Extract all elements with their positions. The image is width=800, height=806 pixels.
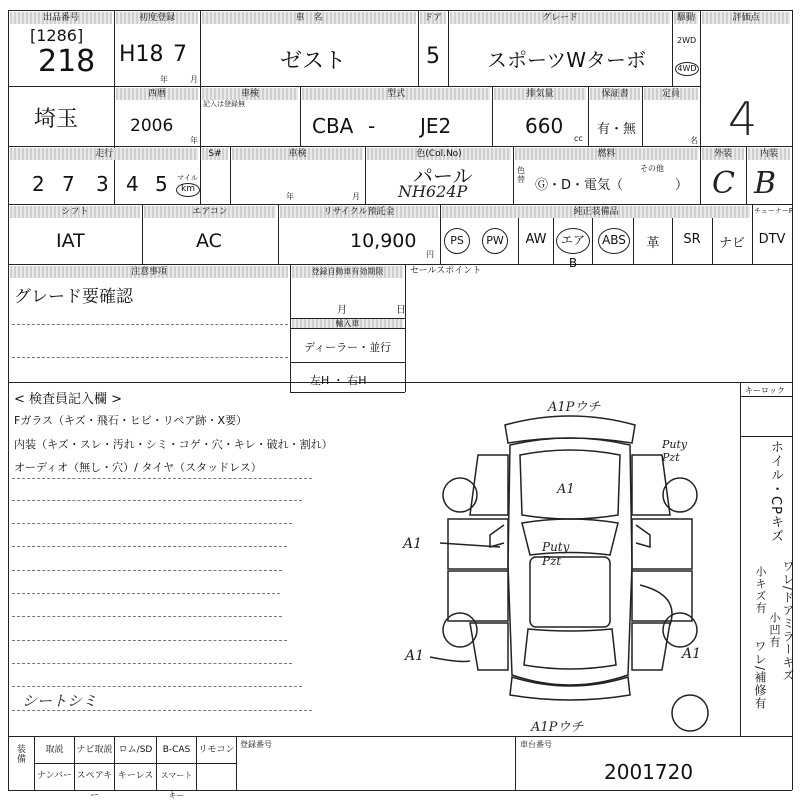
first-reg-month-mark: 月 [190, 75, 198, 84]
damage-a1-right: A1 [682, 646, 702, 662]
bottom-manual: 取説 [45, 745, 64, 755]
handle-option: 左H ・ 右H [310, 374, 367, 387]
header-inspect: 車検 [202, 88, 298, 100]
recycle-fee: 10,900 [350, 230, 417, 252]
header-model-year: 西暦 [116, 88, 198, 100]
damage-a1-center: A1 [557, 482, 575, 497]
interior-grade: B [754, 166, 777, 201]
reg-number-label: 登録番号 [240, 740, 272, 749]
mileage-unit-km: km [176, 183, 200, 197]
header-fuel: 燃料 [515, 148, 698, 160]
header-car-name: 車 名 [202, 12, 416, 24]
notes-text: グレード要確認 [14, 287, 133, 307]
mileage-unit-mile: マイル [177, 174, 198, 182]
first-reg-month: 7 [173, 42, 187, 67]
color-change-mark: 色替 [517, 166, 525, 184]
fuel-other-mark: その他 [640, 164, 664, 173]
header-equipment: 純正装備品 [442, 206, 750, 218]
inspector-line-1: Fガラス（キズ・飛石・ヒビ・リペア跡・X要） [14, 414, 248, 427]
inspector-title: < 検査員記入欄 > [14, 392, 123, 407]
lot-number: 218 [38, 44, 96, 79]
header-aircon: エアコン [144, 206, 276, 218]
header-exterior: 外装 [702, 148, 744, 160]
side-text-small2: 小凹有 [768, 612, 781, 648]
left-quarter [470, 623, 508, 670]
recycle-unit: 円 [426, 250, 434, 259]
engine-prefix: CBA [312, 114, 354, 138]
handwritten-note: シートシミ [22, 692, 98, 710]
header-lot: 出品番号 [10, 12, 112, 24]
bottom-remote: リモコン [198, 745, 235, 755]
capacity-mark: 名 [690, 136, 698, 145]
displacement: 660 [525, 114, 564, 138]
car-rear-window [524, 629, 616, 669]
exterior-grade: C [712, 166, 735, 201]
record-note: 記入は登録無 [203, 100, 245, 108]
damage-putty-center: Puty Pzt [542, 540, 570, 568]
right-quarter [632, 623, 670, 670]
damage-putty-top: Puty Pzt [662, 438, 688, 464]
header-inspection: 車検 [232, 148, 363, 160]
grade: スポーツWターボ [487, 48, 646, 72]
header-interior: 内装 [748, 148, 790, 160]
header-reg-deadline: 登録自動車有効期限 [292, 266, 403, 278]
reg-deadline-month: 月 [337, 305, 347, 316]
equip-abs: ABS [598, 228, 630, 254]
car-name: ゼスト [280, 49, 347, 74]
mileage-d4: 4 [126, 172, 139, 196]
bottom-spare-key: スペアキー [76, 771, 113, 801]
wheel-front-left [443, 478, 477, 512]
score: 4 [728, 92, 758, 146]
keylock-label: キーロック [745, 386, 785, 395]
header-warranty: 保証書 [590, 88, 640, 100]
damage-a1-lower-left: A1 [405, 648, 425, 664]
drive-4wd: 4WD [675, 62, 699, 76]
aircon: AC [196, 230, 222, 252]
bottom-bcas: B-CAS [162, 745, 191, 755]
reg-deadline-day: 日 [396, 305, 406, 316]
wheel-front-right [663, 478, 697, 512]
header-displacement: 排気量 [494, 88, 586, 100]
first-reg-year-mark: 年 [160, 75, 168, 84]
equip-aw: AW [525, 232, 547, 247]
warranty: 有・無 [597, 122, 637, 137]
model-year-mark: 年 [190, 136, 198, 145]
header-mileage: 走行 [10, 148, 198, 160]
chassis-label: 車台番号 [520, 740, 552, 749]
header-tuning: チューナーP [754, 207, 794, 215]
header-notes: 注意事項 [10, 266, 288, 278]
mileage-d5: 5 [155, 172, 168, 196]
chassis-number: 2001720 [604, 760, 694, 784]
header-import: 輸入車 [292, 319, 403, 328]
left-fender-front [470, 455, 508, 515]
header-engine: 型式 [302, 88, 490, 100]
engine-code: JE2 [420, 114, 452, 138]
damage-a1p-bottom: A1Pウチ [531, 720, 584, 735]
equip-airbag: エアB [556, 228, 590, 254]
color-name: パール [413, 164, 473, 188]
dealer-option: ディーラー・並行 [304, 341, 392, 354]
header-shift: シフト [10, 206, 140, 218]
header-grade: グレード [450, 12, 670, 24]
equip-pw: PW [482, 228, 508, 254]
damage-a1-left: A1 [403, 536, 423, 552]
inspection-month: 月 [352, 192, 360, 201]
displacement-unit: cc [574, 134, 583, 143]
lot-bracket: [1286] [30, 26, 84, 45]
mileage-d2: 7 [62, 172, 75, 196]
shift: IAT [56, 230, 85, 252]
header-drive: 駆動 [674, 12, 698, 24]
color-code: NH624P [398, 182, 468, 201]
header-first-reg: 初度登録 [116, 12, 198, 24]
header-sales: セールスポイント [410, 266, 482, 276]
header-color: 色(Col.No) [367, 148, 511, 160]
bottom-smart-key: スマートキー [160, 771, 193, 800]
inspector-line-3: オーディオ（無し・穴）/ タイヤ（スタッドレス） [14, 461, 262, 474]
damage-a1p-top: A1Pウチ [548, 400, 601, 415]
bottom-rom-sd: ロム/SD [118, 745, 153, 755]
area: 埼玉 [34, 107, 79, 132]
equip-dtv: DTV [758, 232, 786, 247]
bottom-number: ナンバー [37, 771, 72, 781]
bottom-keyless: キーレス [117, 771, 154, 781]
drive-2wd: 2WD [677, 36, 697, 45]
bottom-side-label: 装備 [15, 744, 25, 764]
header-s: S# [202, 148, 228, 160]
side-text-col1: ホイル・CPキズ [768, 440, 783, 543]
mileage-d1: 2 [32, 172, 45, 196]
side-text-small1: 小キズ有 [754, 566, 767, 614]
header-recycle: リサイクル預託金 [280, 206, 438, 218]
spare-wheel [672, 695, 708, 731]
mirror-left [490, 525, 504, 547]
fuel: Ⓖ・D・電気（ ） [535, 178, 689, 193]
bottom-navi-manual: ナビ取説 [76, 745, 113, 755]
annotation-arrow-left [440, 543, 500, 547]
side-text-col2: ワレ/ドアミラーキズ [781, 560, 795, 683]
first-reg-era: H18 [119, 42, 164, 67]
doors: 5 [426, 44, 440, 69]
equip-navi: ナビ [718, 236, 745, 251]
header-score: 評価点 [702, 12, 790, 24]
header-capacity: 定員 [644, 88, 698, 100]
inspection-year: 年 [286, 192, 294, 201]
equip-sr: SR [683, 232, 701, 247]
right-fender-front [632, 455, 670, 515]
equip-ps: PS [444, 228, 470, 254]
side-text-col3: ワレ/補修有 [753, 640, 767, 711]
engine-dash: - [368, 114, 376, 138]
car-front-bumper [505, 416, 635, 443]
inspector-line-2: 内装（キズ・スレ・汚れ・シミ・コゲ・穴・キレ・破れ・割れ） [14, 438, 333, 451]
mirror-right [636, 525, 650, 547]
header-doors: ドア [420, 12, 446, 24]
equip-leather: 革 [646, 236, 660, 251]
annotation-arrow-bottom [430, 657, 470, 662]
model-year: 2006 [130, 116, 174, 136]
mileage-d3: 3 [96, 172, 109, 196]
